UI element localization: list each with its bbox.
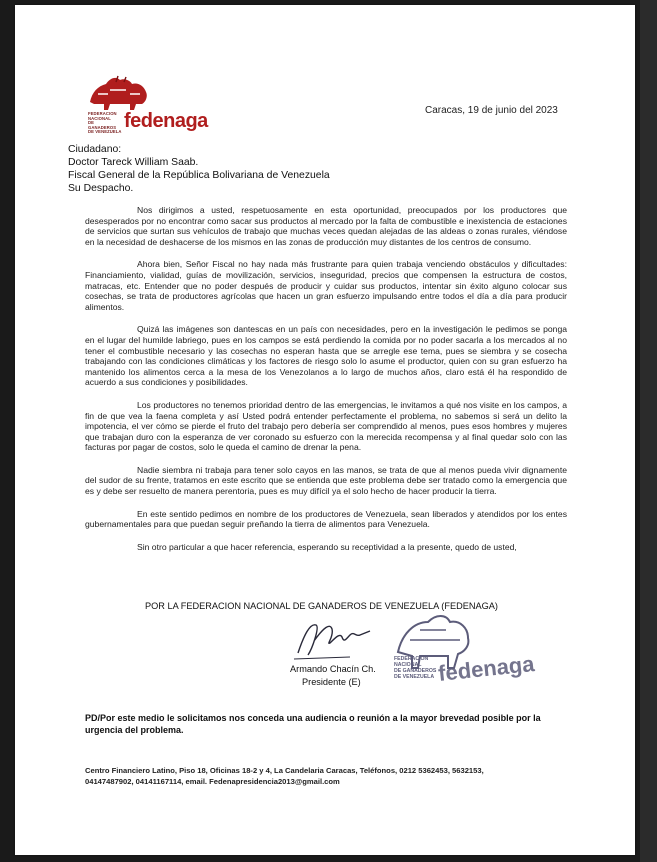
recipient-name: Doctor Tareck William Saab.: [68, 157, 199, 168]
logo-wordmark: fedenaga: [124, 110, 208, 132]
paragraph: En este sentido pedimos en nombre de los productores de Venezuela, sean liberados y atendidos por los entes gubernamentales para que puedan seguir preñando la tierra de alimentos para Venezuela.: [85, 508, 567, 530]
signer-role: Presidente (E): [302, 677, 361, 687]
salutation: Ciudadano:: [68, 144, 122, 155]
closing-paragraph: Sin otro particular a que hacer referencia, esperando su receptividad a la presente, quedo de usted,: [137, 541, 517, 552]
recipient-title: Fiscal General de la República Bolivariana de Venezuela: [68, 170, 330, 181]
paragraph: Nos dirigimos a usted, respetuosamente en esta oportunidad, preocupados por los productores que desesperados por no encontrar como sacar sus productos al mercado por la falta de combustible e inexistencia de estaciones de servicios que surtan sus vehículos de trabajo que muchas veces quedan alejadas de las aldeas o zonas rurales, viéndose en la necesidad de deshacerse de los mismos en las zonas de producción muy distantes de los centros de consumo.: [85, 205, 567, 247]
page-edge: [640, 0, 657, 862]
handwritten-signature: [290, 615, 380, 665]
logo-federation-text: FEDERACION NACIONAL DE GANADEROS DE VENEZUELA: [88, 111, 122, 135]
recipient-dispatch: Su Despacho.: [68, 183, 134, 194]
signer-block: [290, 663, 376, 689]
paragraph: Nadie siembra ni trabaja para tener solo cayos en las manos, se trata de que al menos pueda vivir dignamente del sudor de su frente, tratamos en este escrito que se entienda que este problema debe ser tratado como la emergencia que es y debe ser resuelto de manera perentoria, pues es muy difícil ya el solo hecho de hacer producir la tierra.: [85, 464, 567, 497]
letter-date: Caracas, 19 de junio del 2023: [425, 105, 558, 116]
footer-contact: [85, 765, 555, 787]
paragraph: Los productores no tenemos prioridad dentro de las emergencias, le invitamos a qué nos visite en los campos, a fin de que vea la faena completa y así Usted podrá entender perfectamente el problema, no sabemos si será un delito la impotencia, el ver cómo se pierde el fruto del trabajo pero debería ser comprendido al menos, pues esos hombres y mujeres que trabajan duro con la esperanza de ver coronado su esfuerzo con la merecida recompensa y al final quedar solo con las facturas por pagar de costos, solo le queda el camino de drenar la pena.: [85, 399, 567, 453]
organization-line: POR LA FEDERACION NACIONAL DE GANADEROS DE VENEZUELA (FEDENAGA): [145, 601, 498, 611]
footer-phones-email: 04147487902, 04141167114, email. Fedenapresidencia2013@gmail.com: [85, 777, 340, 786]
fedenaga-stamp: [380, 612, 552, 692]
fedenaga-logo: [86, 74, 246, 138]
signer-name: Armando Chacín Ch.: [290, 664, 376, 674]
stamp-federation-text: FEDERACION NACIONAL DE GANADEROS DE VENEZUELA: [394, 656, 437, 680]
paragraph: Quizá las imágenes son dantescas en un país con necesidades, pero en la investigación le pedimos se ponga en el lugar del humilde labriego, pues en los campos se está perdiendo la comida por no poder sacarla a los mercados al no tener el combustible necesario y las cosechas no esperan hasta que se arregle ese tema, pues se siembra y se cosecha trabajando con las condiciones climáticas y los factores de riesgo solo lo asume el productor, quien con su gran esfuerzo ha mantenido los alimentos cerca a la mesa de los Venezolanos a lo largo de muchos años, claro está él ha respondido de acuerdo a sus condiciones y posibilidades.: [85, 324, 567, 388]
paragraph: Ahora bien, Señor Fiscal no hay nada más frustrante para quien trabaja venciendo obstáculos y dificultades: Financiamiento, vialidad, guías de movilización, servicios, inseguridad, precios que compensen la estructura de costos, matracas, etc. Entender que no poder después de producir y cuidar sus productos, intentar sin éxito alguno colocar sus cosechas, se trata de productores agrícolas que hacen un gran esfuerzo impulsando entre todos el día a día para producir alimentos.: [85, 259, 567, 312]
postscript: PD/Por este medio le solicitamos nos conceda una audiencia o reunión a la mayor brevedad posible por la urgencia del problema.: [85, 713, 541, 735]
letter-body: [85, 205, 567, 564]
stamp-wordmark: fedenaga: [436, 651, 536, 686]
cattle-emblem-icon: [86, 74, 156, 114]
footer-address: Centro Financiero Latino, Piso 18, Oficinas 18-2 y 4, La Candelaria Caracas, Teléfonos, 0212 5362453, 5632153,: [85, 766, 484, 775]
recipient-block: [68, 143, 330, 195]
